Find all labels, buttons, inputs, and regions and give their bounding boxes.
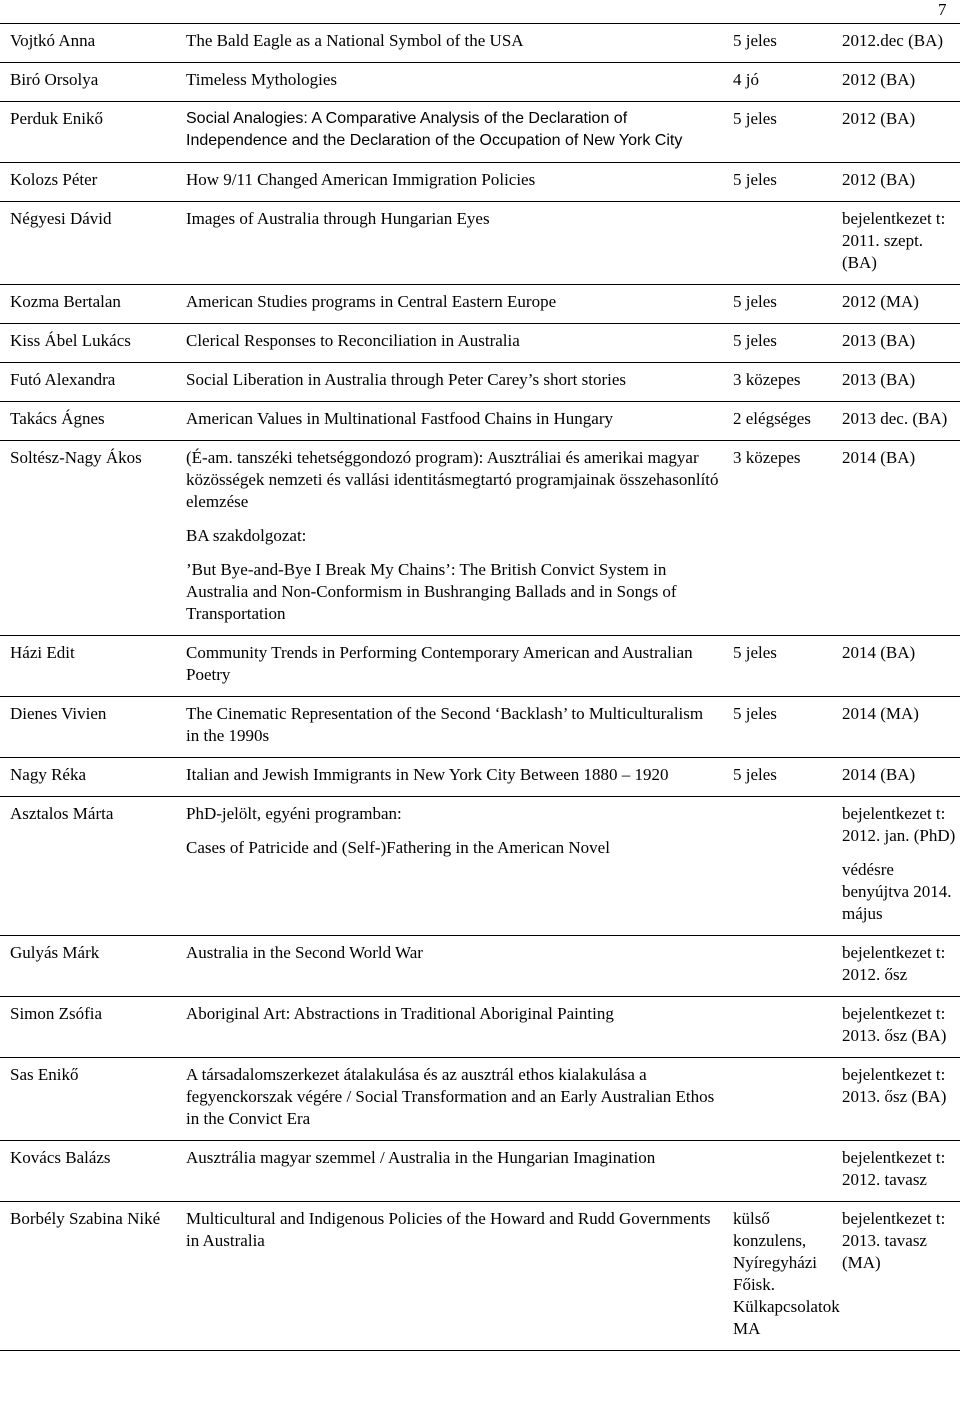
student-name: Soltész-Nagy Ákos xyxy=(10,448,142,467)
defense-date xyxy=(832,363,960,402)
defense-date xyxy=(832,997,960,1058)
thesis-title-paragraph: Timeless Mythologies xyxy=(186,70,337,89)
page-number: 7 xyxy=(938,0,947,19)
date-paragraph: 2012.dec (BA) xyxy=(842,31,944,50)
defense-date xyxy=(832,758,960,797)
date-paragraph: 2013 (BA) xyxy=(842,331,916,350)
table-row xyxy=(0,797,960,936)
student-name: Gulyás Márk xyxy=(10,943,100,962)
thesis-title-paragraph: Social Analogies: A Comparative Analysis of the Declaration of Independence and the Declaration of the Occupation of New York City xyxy=(186,110,683,149)
table-row xyxy=(0,441,960,636)
defense-date xyxy=(832,441,960,636)
thesis-title xyxy=(176,285,723,324)
student-name: Házi Edit xyxy=(10,643,75,662)
student-name: Asztalos Márta xyxy=(10,804,114,823)
table-row xyxy=(0,1141,960,1202)
thesis-title xyxy=(176,697,723,758)
defense-date xyxy=(832,1058,960,1141)
date-paragraph: 2013 (BA) xyxy=(842,370,916,389)
date-paragraph: bejelentkezet t: 2012. tavasz xyxy=(842,1148,946,1189)
grade xyxy=(723,797,832,936)
thesis-title-paragraph: Multicultural and Indigenous Policies of the Howard and Rudd Governments in Australia xyxy=(186,1209,711,1250)
date-paragraph: 2014 (BA) xyxy=(842,765,916,784)
date-paragraph: 2014 (MA) xyxy=(842,704,919,723)
thesis-table xyxy=(0,23,960,1351)
date-paragraph: bejelentkezet t: 2013. ősz (BA) xyxy=(842,1065,947,1106)
date-paragraph: védésre benyújtva 2014. május xyxy=(842,860,952,923)
grade xyxy=(723,936,832,997)
student-name: Dienes Vivien xyxy=(10,704,107,723)
table-row xyxy=(0,202,960,285)
grade: 3 közepes xyxy=(733,448,801,467)
student-name: Borbély Szabina Niké xyxy=(10,1209,161,1228)
thesis-title-paragraph: A társadalomszerkezet átalakulása és az ausztrál ethos kialakulása a fegyenckorszak végére / Social Transformation and an Early Australian Ethos in the Convict Era xyxy=(186,1065,715,1128)
thesis-title-paragraph: Aboriginal Art: Abstractions in Traditional Aboriginal Painting xyxy=(186,1004,614,1023)
thesis-title-paragraph: Ausztrália magyar szemmel / Australia in the Hungarian Imagination xyxy=(186,1148,656,1167)
defense-date xyxy=(832,936,960,997)
table-row xyxy=(0,636,960,697)
grade: külső konzulens, Nyíregyházi Főisk. Külkapcsolatok MA xyxy=(733,1209,840,1338)
grade: 5 jeles xyxy=(733,704,777,723)
student-name: Kovács Balázs xyxy=(10,1148,111,1167)
thesis-title-paragraph: Cases of Patricide and (Self-)Fathering in the American Novel xyxy=(186,838,610,857)
defense-date xyxy=(832,63,960,102)
date-paragraph: bejelentkezet t: 2011. szept. (BA) xyxy=(842,209,946,272)
thesis-title xyxy=(176,1058,723,1141)
thesis-title-paragraph: Community Trends in Performing Contemporary American and Australian Poetry xyxy=(186,643,693,684)
student-name: Kozma Bertalan xyxy=(10,292,121,311)
table-row xyxy=(0,697,960,758)
table-row xyxy=(0,285,960,324)
thesis-title xyxy=(176,1141,723,1202)
defense-date xyxy=(832,636,960,697)
defense-date xyxy=(832,324,960,363)
date-paragraph: 2014 (BA) xyxy=(842,643,916,662)
table-row xyxy=(0,936,960,997)
thesis-title-paragraph: Italian and Jewish Immigrants in New York City Between 1880 – 1920 xyxy=(186,765,669,784)
table-row xyxy=(0,1058,960,1141)
thesis-title-paragraph: BA szakdolgozat: xyxy=(186,526,307,545)
table-row xyxy=(0,24,960,63)
student-name: Perduk Enikő xyxy=(10,109,104,128)
thesis-title-paragraph: (É-am. tanszéki tehetséggondozó program): Ausztráliai és amerikai magyar közösségek nemzeti és vallási identitásmegtartó programjainak összehasonlító elemzése xyxy=(186,448,719,511)
thesis-title-paragraph: Social Liberation in Australia through Peter Carey’s short stories xyxy=(186,370,627,389)
thesis-title-paragraph: Australia in the Second World War xyxy=(186,943,423,962)
thesis-table-body xyxy=(0,24,960,1351)
thesis-title xyxy=(176,1202,723,1351)
table-row xyxy=(0,102,960,163)
thesis-title xyxy=(176,163,723,202)
defense-date xyxy=(832,163,960,202)
grade: 5 jeles xyxy=(733,109,777,128)
student-name: Simon Zsófia xyxy=(10,1004,103,1023)
defense-date xyxy=(832,102,960,163)
date-paragraph: 2014 (BA) xyxy=(842,448,916,467)
table-row xyxy=(0,997,960,1058)
table-row xyxy=(0,63,960,102)
student-name: Nagy Réka xyxy=(10,765,87,784)
thesis-title xyxy=(176,24,723,63)
grade: 5 jeles xyxy=(733,643,777,662)
table-row xyxy=(0,402,960,441)
thesis-title-paragraph: American Studies programs in Central Eastern Europe xyxy=(186,292,557,311)
grade: 5 jeles xyxy=(733,331,777,350)
thesis-title-paragraph: The Bald Eagle as a National Symbol of the USA xyxy=(186,31,524,50)
defense-date xyxy=(832,1141,960,1202)
thesis-title xyxy=(176,102,723,163)
student-name: Sas Enikő xyxy=(10,1065,79,1084)
grade: 5 jeles xyxy=(733,765,777,784)
table-row xyxy=(0,1202,960,1351)
thesis-title-paragraph: ’But Bye-and-Bye I Break My Chains’: The British Convict System in Australia and Non-Conformism in Bushranging Ballads and in Songs of Transportation xyxy=(186,560,677,623)
student-name: Takács Ágnes xyxy=(10,409,105,428)
defense-date xyxy=(832,697,960,758)
thesis-title xyxy=(176,402,723,441)
defense-date xyxy=(832,285,960,324)
defense-date xyxy=(832,1202,960,1351)
thesis-title-paragraph: The Cinematic Representation of the Second ‘Backlash’ to Multiculturalism in the 1990s xyxy=(186,704,704,745)
thesis-title xyxy=(176,324,723,363)
student-name: Kiss Ábel Lukács xyxy=(10,331,131,350)
thesis-title xyxy=(176,363,723,402)
thesis-title-paragraph: Clerical Responses to Reconciliation in Australia xyxy=(186,331,520,350)
table-row xyxy=(0,163,960,202)
thesis-title xyxy=(176,441,723,636)
date-paragraph: 2012 (BA) xyxy=(842,170,916,189)
grade: 5 jeles xyxy=(733,170,777,189)
grade: 3 közepes xyxy=(733,370,801,389)
thesis-title-paragraph: American Values in Multinational Fastfood Chains in Hungary xyxy=(186,409,613,428)
date-paragraph: 2012 (BA) xyxy=(842,70,916,89)
table-row xyxy=(0,363,960,402)
student-name: Futó Alexandra xyxy=(10,370,116,389)
grade xyxy=(723,202,832,285)
thesis-title-paragraph: PhD-jelölt, egyéni programban: xyxy=(186,804,402,823)
grade: 5 jeles xyxy=(733,31,777,50)
grade: 2 elégséges xyxy=(733,409,811,428)
thesis-title xyxy=(176,997,723,1058)
table-row xyxy=(0,758,960,797)
thesis-title-paragraph: How 9/11 Changed American Immigration Policies xyxy=(186,170,536,189)
defense-date xyxy=(832,202,960,285)
grade xyxy=(723,1141,832,1202)
student-name: Kolozs Péter xyxy=(10,170,98,189)
date-paragraph: bejelentkezet t: 2013. tavasz (MA) xyxy=(842,1209,946,1272)
thesis-title xyxy=(176,936,723,997)
thesis-title xyxy=(176,797,723,936)
student-name: Négyesi Dávid xyxy=(10,209,112,228)
student-name: Biró Orsolya xyxy=(10,70,99,89)
thesis-title xyxy=(176,636,723,697)
date-paragraph: 2012 (BA) xyxy=(842,109,916,128)
grade xyxy=(723,1058,832,1141)
thesis-title-paragraph: Images of Australia through Hungarian Eyes xyxy=(186,209,490,228)
thesis-title xyxy=(176,758,723,797)
grade: 5 jeles xyxy=(733,292,777,311)
date-paragraph: 2013 dec. (BA) xyxy=(842,409,948,428)
date-paragraph: bejelentkezet t: 2012. ősz xyxy=(842,943,946,984)
student-name: Vojtkó Anna xyxy=(10,31,96,50)
date-paragraph: bejelentkezet t: 2013. ősz (BA) xyxy=(842,1004,947,1045)
grade xyxy=(723,997,832,1058)
thesis-title xyxy=(176,63,723,102)
date-paragraph: bejelentkezet t: 2012. jan. (PhD) xyxy=(842,804,956,845)
grade: 4 jó xyxy=(733,70,759,89)
date-paragraph: 2012 (MA) xyxy=(842,292,919,311)
defense-date xyxy=(832,24,960,63)
defense-date xyxy=(832,797,960,936)
table-row xyxy=(0,324,960,363)
thesis-title xyxy=(176,202,723,285)
defense-date xyxy=(832,402,960,441)
